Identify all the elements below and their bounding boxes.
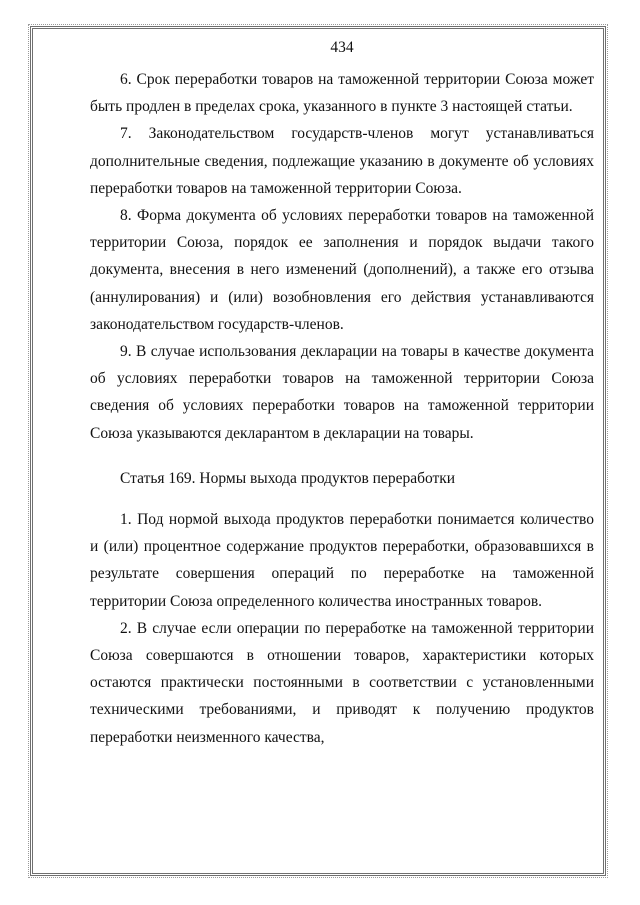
paragraph-7: 7. Законодательством государств-членов могут устанавливаться дополнительные сведения, подлежащие указанию в документе об условиях переработки товаров на таможенной территории Союза.: [90, 125, 594, 197]
paragraph-8: 8. Форма документа об условиях переработки товаров на таможенной территории Союза, порядок ее заполнения и порядок выдачи такого документа, внесения в него изменений (дополнений), а также его отзыва (аннулирования) и (или) возобновления его действия устанавливаются законодательством государств-членов.: [90, 207, 594, 333]
paragraph-6: 6. Срок переработки товаров на таможенной территории Союза может быть продлен в пределах срока, указанного в пункте 3 настоящей статьи.: [90, 71, 594, 116]
page-number: 434: [330, 39, 354, 56]
paragraph-9: 9. В случае использования декларации на товары в качестве документа об условиях переработки товаров на таможенной территории Союза сведения об условиях переработки товаров на таможенной территории Союза указываются декларантом в декларации на товары.: [90, 343, 594, 442]
article-heading: Статья 169. Нормы выхода продуктов переработки: [120, 469, 456, 487]
article-paragraph-2: 2. В случае если операции по переработке на таможенной территории Союза совершаются в отношении товаров, характеристики которых остаются практически постоянными в соответствии с установленными техническими требованиями, и приводят к получению продуктов переработки неизменного качества,: [90, 619, 594, 746]
document-page: [90, 36, 594, 751]
article-paragraph-1: 1. Под нормой выхода продуктов переработки понимается количество и (или) процентное содержание продуктов переработки, образовавшихся в результате совершения операций по переработке на таможенной территории Союза определенного количества иностранных товаров.: [90, 511, 594, 610]
